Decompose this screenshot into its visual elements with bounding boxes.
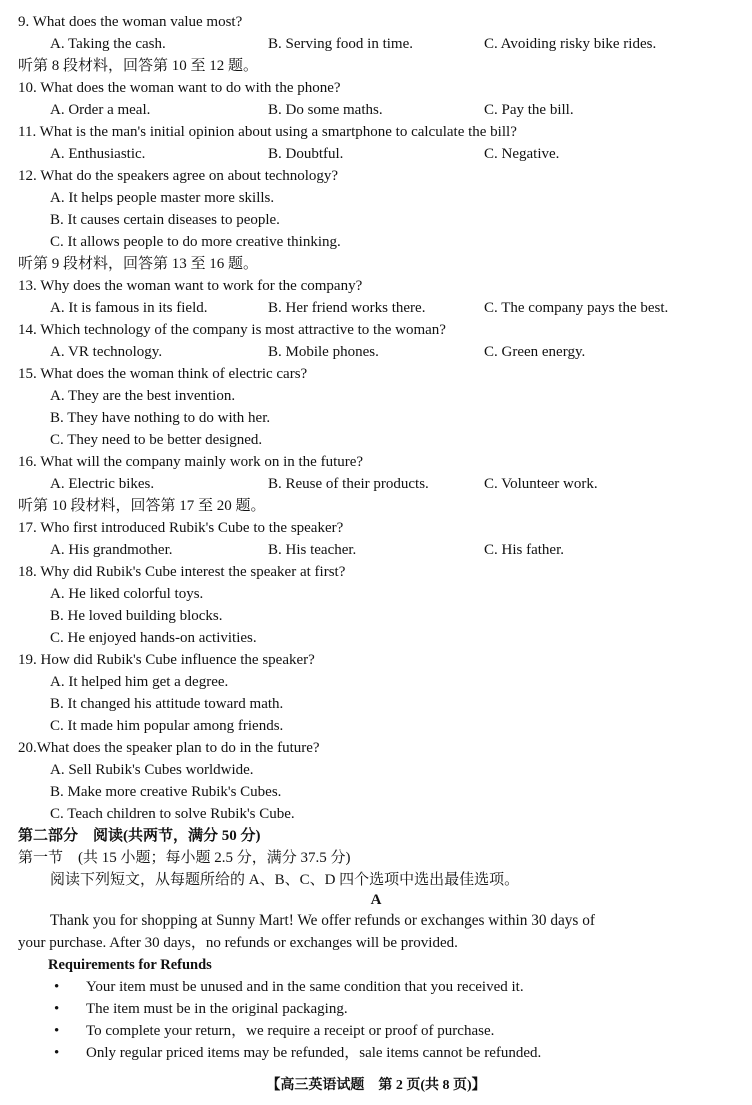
option-b: B. Do some maths. (268, 102, 383, 118)
option-b: B. Serving food in time. (268, 36, 413, 52)
page-footer: 【高三英语试题 第 2 页(共 8 页)】 (266, 1078, 486, 1093)
option-b: B. Doubtful. (268, 146, 344, 162)
option-a: A. Sell Rubik's Cubes worldwide. (50, 762, 254, 778)
option-c: C. Pay the bill. (484, 102, 574, 118)
option-b: B. He loved building blocks. (50, 608, 223, 624)
bullet-icon: • (54, 1001, 60, 1017)
requirement-item: Only regular priced items may be refunded，sale items cannot be refunded. (86, 1045, 542, 1061)
option-a: A. He liked colorful toys. (50, 586, 204, 602)
question-stem: 12. What do the speakers agree on about technology? (18, 168, 339, 184)
requirement-item: Your item must be unused and in the same condition that you received it. (86, 979, 524, 995)
passage-letter: A (370, 892, 382, 908)
question-stem: 17. Who first introduced Rubik's Cube to the speaker? (18, 520, 344, 536)
question-stem: 19. How did Rubik's Cube influence the speaker? (18, 652, 315, 668)
option-c: C. Negative. (484, 146, 560, 162)
question-stem: 13. Why does the woman want to work for the company? (18, 278, 363, 294)
passage-paragraph-line: your purchase. After 30 days，no refunds or exchanges will be provided. (18, 935, 458, 951)
option-b: B. It causes certain diseases to people. (50, 212, 280, 228)
option-b: B. Reuse of their products. (268, 476, 429, 492)
question-stem: 10. What does the woman want to do with the phone? (18, 80, 341, 96)
option-c: C. They need to be better designed. (50, 432, 263, 448)
option-c: C. Green energy. (484, 344, 586, 360)
option-b: B. It changed his attitude toward math. (50, 696, 284, 712)
option-a: A. Order a meal. (50, 102, 151, 118)
option-c: C. Avoiding risky bike rides. (484, 36, 657, 52)
option-c: C. Volunteer work. (484, 476, 598, 492)
option-a: A. It helps people master more skills. (50, 190, 275, 206)
passage-paragraph-line: Thank you for shopping at Sunny Mart! We offer refunds or exchanges within 30 days of (50, 912, 595, 929)
option-a: A. His grandmother. (50, 542, 173, 558)
question-stem: 14. Which technology of the company is most attractive to the woman? (18, 322, 446, 338)
question-stem: 20.What does the speaker plan to do in the future? (18, 740, 320, 756)
part-heading: 第二部分 阅读(共两节，满分 50 分) (18, 828, 261, 844)
requirements-heading: Requirements for Refunds (48, 957, 212, 973)
question-stem: 11. What is the man's initial opinion about using a smartphone to calculate the bill? (18, 124, 517, 140)
option-b: B. Her friend works there. (268, 300, 426, 316)
option-a: A. It is famous in its field. (50, 300, 208, 316)
option-a: A. Taking the cash. (50, 36, 166, 52)
option-a: A. Enthusiastic. (50, 146, 146, 162)
section-heading: 第一节 (共 15 小题；每小题 2.5 分，满分 37.5 分) (18, 850, 351, 866)
option-c: C. It made him popular among friends. (50, 718, 284, 734)
section-instruction: 听第 9 段材料，回答第 13 至 16 题。 (18, 256, 259, 272)
reading-instruction: 阅读下列短文，从每题所给的 A、B、C、D 四个选项中选出最佳选项。 (50, 872, 520, 888)
option-a: A. Electric bikes. (50, 476, 155, 492)
option-c: C. The company pays the best. (484, 300, 669, 316)
option-c: C. Teach children to solve Rubik's Cube. (50, 806, 295, 822)
option-c: C. He enjoyed hands-on activities. (50, 630, 257, 646)
question-stem: 16. What will the company mainly work on in the future? (18, 454, 364, 470)
option-c: C. It allows people to do more creative thinking. (50, 234, 341, 250)
option-a: A. VR technology. (50, 344, 163, 360)
option-b: B. They have nothing to do with her. (50, 410, 271, 426)
option-a: A. They are the best invention. (50, 388, 236, 404)
option-b: B. Make more creative Rubik's Cubes. (50, 784, 282, 800)
bullet-icon: • (54, 979, 60, 995)
bullet-icon: • (54, 1045, 60, 1061)
option-b: B. Mobile phones. (268, 344, 379, 360)
requirement-item: The item must be in the original packaging. (86, 1001, 348, 1017)
requirement-item: To complete your return，we require a receipt or proof of purchase. (86, 1023, 495, 1039)
option-a: A. It helped him get a degree. (50, 674, 229, 690)
bullet-icon: • (54, 1023, 60, 1039)
question-stem: 9. What does the woman value most? (18, 14, 243, 30)
section-instruction: 听第 10 段材料，回答第 17 至 20 题。 (18, 498, 266, 514)
section-instruction: 听第 8 段材料，回答第 10 至 12 题。 (18, 58, 259, 74)
question-stem: 18. Why did Rubik's Cube interest the speaker at first? (18, 564, 346, 580)
option-c: C. His father. (484, 542, 564, 558)
question-stem: 15. What does the woman think of electric cars? (18, 366, 308, 382)
option-b: B. His teacher. (268, 542, 357, 558)
